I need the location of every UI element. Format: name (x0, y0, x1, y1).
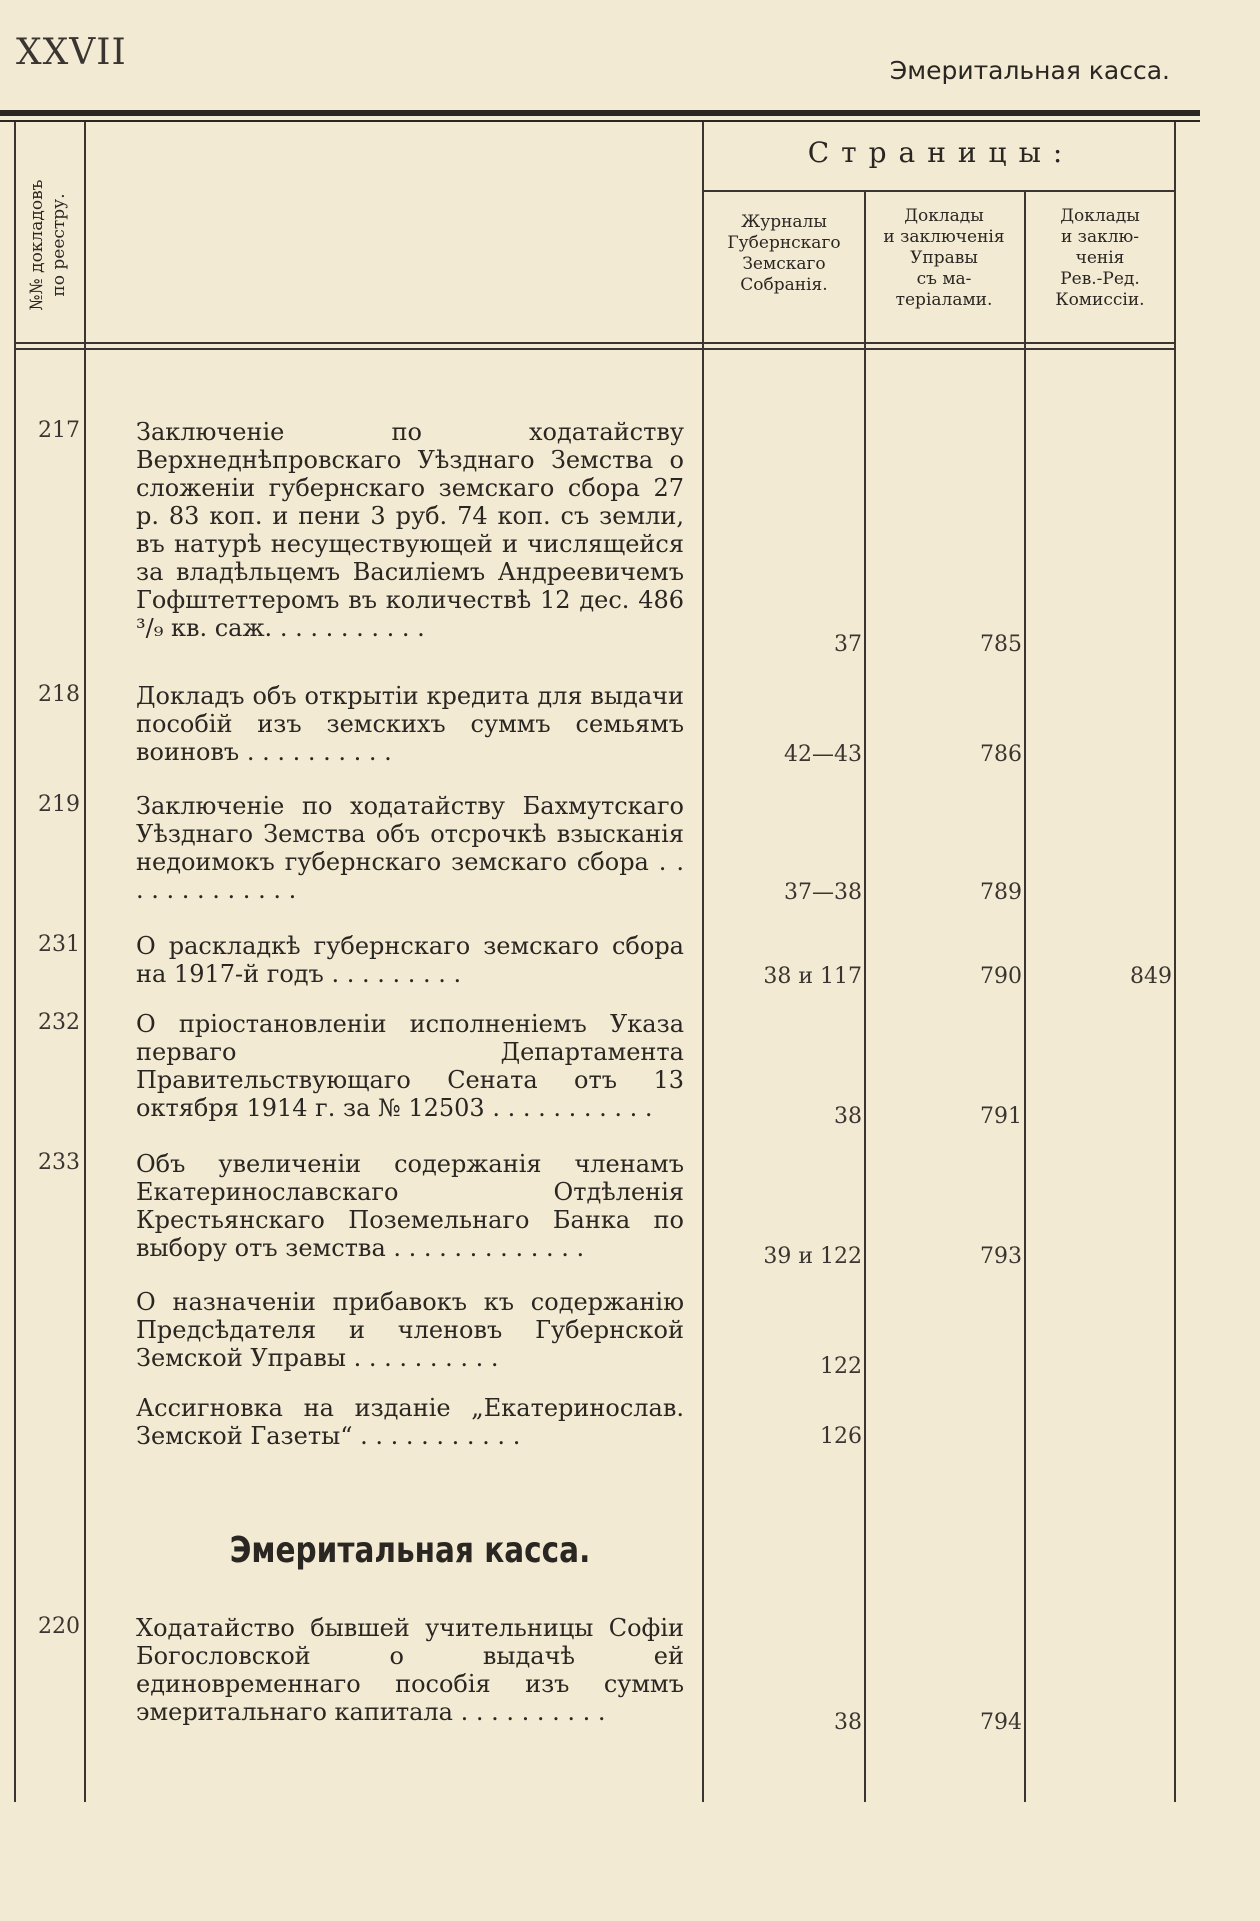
report-pages: 785 (980, 632, 1022, 657)
reg-number: 218 (38, 682, 80, 707)
reg-number: 233 (38, 1150, 80, 1175)
journal-pages: 39 и 122 (763, 1244, 862, 1269)
report-pages: 794 (980, 1710, 1022, 1735)
journals-header: Журналы Губернскаго Земскаго Собранія. (727, 212, 841, 295)
entry-text: О назначеніи прибавокъ къ содержанію Предсѣдателя и членовъ Губернской Земской Управы . . . . . . . . . . (136, 1288, 684, 1372)
reports-header: Доклады и заключенія Управы съ ма- теріалами. (883, 206, 1005, 310)
journal-pages: 38 и 117 (763, 964, 862, 989)
journal-pages: 38 (834, 1104, 862, 1129)
top-rule (0, 110, 1200, 116)
top-rule-thin (0, 120, 1200, 122)
entry-text: Заключеніе по ходатайству Верхнеднѣпровскаго Уѣзднаго Земства о сложеніи губернскаго земскаго сбора 27 р. 83 коп. и пени 3 руб. 74 коп. съ земли, въ натурѣ несуществующей и числящейся за владѣльцемъ Василіемъ Андреевичемъ Гофштеттеромъ въ количествѣ 12 дес. 486 ³/₉ кв. саж. . . . . . . . . . . (136, 418, 684, 642)
journal-pages: 42—43 (784, 742, 862, 767)
journal-pages: 37—38 (784, 880, 862, 905)
entry-text: О пріостановленіи исполненіемъ Указа перваго Департамента Правительствующаго Сената отъ 13 октября 1914 г. за № 12503 . . . . . . . . . . . (136, 1010, 684, 1122)
header-bottom-rule (14, 342, 1176, 344)
reg-number-header-text: №№ докладовъ по реестру. (27, 179, 69, 311)
pages-subhead-rule (704, 190, 1174, 192)
report-pages: 789 (980, 880, 1022, 905)
journal-pages: 126 (820, 1424, 862, 1449)
col2-divider (1024, 192, 1026, 1802)
reg-number: 231 (38, 932, 80, 957)
running-title: Эмеритальная касса. (889, 56, 1170, 85)
entry-text: Объ увеличеніи содержанія членамъ Екатеринославскаго Отдѣленія Крестьянскаго Поземельнаго Банка по выбору отъ земства . . . . . . . . . . . . . (136, 1150, 684, 1262)
table-left-border (14, 122, 16, 1802)
reg-number: 219 (38, 792, 80, 817)
col1-divider (864, 192, 866, 1802)
reg-number: 217 (38, 418, 80, 443)
reg-number-header (18, 150, 78, 340)
page-numeral: XXVII (16, 32, 127, 73)
journal-pages: 38 (834, 1710, 862, 1735)
report-pages: 793 (980, 1244, 1022, 1269)
journal-pages: 37 (834, 632, 862, 657)
report-pages: 791 (980, 1104, 1022, 1129)
reg-col-divider (84, 122, 86, 1802)
entry-text: Ассигновка на изданіе „Екатеринослав. Земской Газеты“ . . . . . . . . . . . (136, 1394, 684, 1450)
reg-number: 232 (38, 1010, 80, 1035)
entry-text: Ходатайство бывшей учительницы Софіи Богословской о выдачѣ ей единовременнаго пособія изъ суммъ эмеритальнаго капитала . . . . . . . . . . (136, 1614, 684, 1726)
entry-text: Докладъ объ открытіи кредита для выдачи пособій изъ земскихъ суммъ семьямъ воиновъ . . . . . . . . . . (136, 682, 684, 766)
commission-pages: 849 (1130, 964, 1172, 989)
section-heading: Эмеритальная касса. (229, 1530, 591, 1571)
header-bottom-rule-2 (14, 348, 1176, 350)
report-pages: 786 (980, 742, 1022, 767)
commission-header: Доклады и заклю- ченія Рев.-Ред. Комиссіи. (1055, 206, 1145, 310)
pages-header: Страницы: (807, 136, 1075, 169)
text-col-divider (702, 122, 704, 1802)
entry-text: О раскладкѣ губернскаго земскаго сбора на 1917-й годъ . . . . . . . . . (136, 932, 684, 988)
journal-pages: 122 (820, 1354, 862, 1379)
reg-number: 220 (38, 1614, 80, 1639)
report-pages: 790 (980, 964, 1022, 989)
table-right-border (1174, 122, 1176, 1802)
entry-text: Заключеніе по ходатайству Бахмутскаго Уѣзднаго Земства объ отсрочкѣ взысканія недоимокъ губернскаго земскаго сбора . . . . . . . . . . . . . (136, 792, 684, 904)
